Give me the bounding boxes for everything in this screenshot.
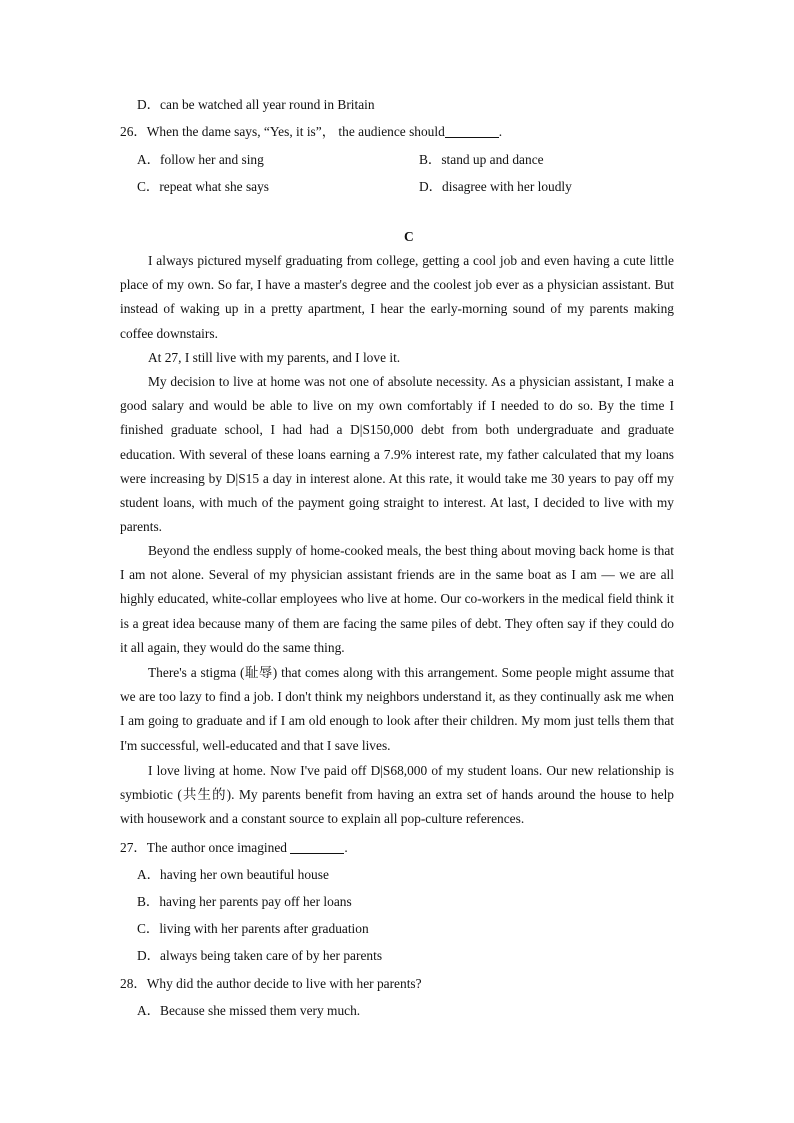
q26-option-c: C．repeat what she says [137,179,270,194]
passage-paragraph-5: There's a stigma (耻辱) that comes along with this arrangement. Some people might assume that we are too lazy to find a job. I don't think my neighbors understand it, as they continually ask me when I am going to graduate and if I am old enough to look after their children. My mom just tells them that I'm successful, well-educated and that I save lives. [120,665,674,753]
passage-paragraph-6: I love living at home. Now I've paid off D|S68,000 of my student loans. Our new relationship is symbiotic (共生的). My parents benefit from having an extra set of hands around the house to help with housework and a constant source to explain all pop-culture references. [120,763,674,827]
q28-stem: 28．Why did the author decide to live with her parents? [120,976,422,991]
q26-stem [120,123,502,141]
passage-paragraph-4: Beyond the endless supply of home-cooked meals, the best thing about moving back home is that I am not alone. Several of my physician assistant friends are in the same boat as I am — we are all highly educated, white-collar employees who live at home. Our co-workers in the medical field think it is a great idea because many of them are facing the same piles of debt. They often say if they could do it all again, they would do the same thing. [120,543,674,655]
q27-option-b: B．having her parents pay off her loans [137,894,352,909]
q26-stem-text: 26．When the dame says, “Yes, it is”， the audience should [120,124,445,139]
q27-stem [120,839,348,857]
q26-answer-blank [445,123,499,138]
q28-option-a: A．Because she missed them very much. [137,1003,361,1018]
passage-paragraph-3: My decision to live at home was not one of absolute necessity. As a physician assistant, I make a good salary and would be able to live on my own comfortably if I needed to do so. By the time I finished graduate school, I had had a D|S150,000 debt from both undergraduate and graduate education. With several of these loans earning a 7.9% interest rate, my father calculated that my loans were increasing by D|S15 a day in interest alone. At this rate, it would take me 30 years to pay off my student loans, with much of the payment going straight to interest. At last, I decided to live with my parents. [120,374,674,535]
q26-option-d: D．disagree with her loudly [419,179,572,194]
q26-stem-end: . [498,124,503,139]
q25-option-d: D．can be watched all year round in Britain [137,97,375,112]
q26-option-b: B．stand up and dance [419,152,544,167]
q27-answer-blank [290,839,344,854]
passage-paragraph-2: At 27, I still live with my parents, and I love it. [148,350,401,365]
q27-stem-end: . [344,840,348,855]
q27-option-c: C．living with her parents after graduation [137,921,369,936]
q27-option-a: A．having her own beautiful house [137,867,329,882]
q27-option-d: D．always being taken care of by her parents [137,948,383,963]
q26-option-a: A．follow her and sing [137,152,264,167]
q27-stem-text: 27．The author once imagined [120,840,287,855]
passage-paragraph-1: I always pictured myself graduating from college, getting a cool job and even having a cute little place of my own. So far, I have a master's degree and the coolest job ever as a physician assistant. But instead of waking up in a pretty apartment, I hear the early-morning sound of my parents making coffee downstairs. [120,253,674,341]
section-heading: C [404,229,414,244]
